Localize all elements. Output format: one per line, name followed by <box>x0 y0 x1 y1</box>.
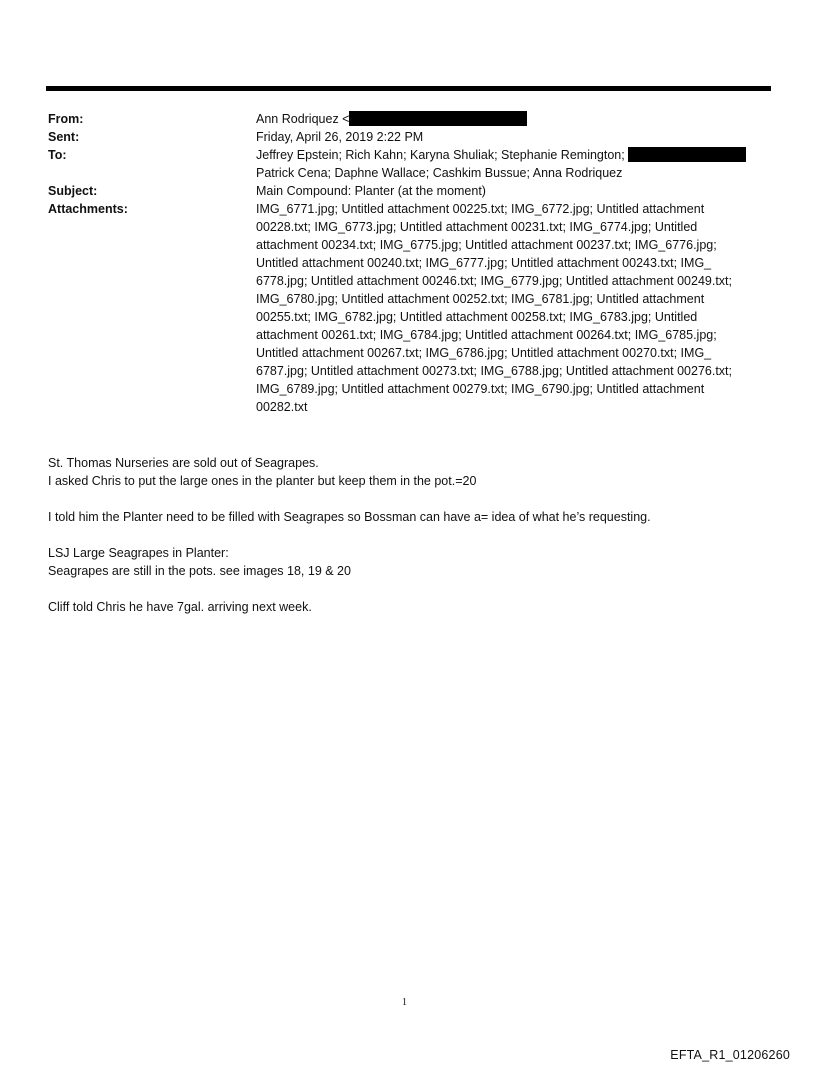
from-label: From: <box>48 112 84 126</box>
redaction-box <box>628 147 746 162</box>
body-line: Seagrapes are still in the pots. see images 18, 19 & 20 <box>48 564 351 578</box>
attachment-line: IMG_6789.jpg; Untitled attachment 00279.txt; IMG_6790.jpg; Untitled attachment <box>256 382 705 396</box>
attachment-line: attachment 00234.txt; IMG_6775.jpg; Untitled attachment 00237.txt; IMG_6776.jpg; <box>256 238 717 252</box>
to-label: To: <box>48 148 67 162</box>
from-value <box>256 110 772 128</box>
from-row <box>48 110 772 128</box>
to-recipients-2: Patrick Cena; Daphne Wallace; Cashkim Bussue; Anna Rodriquez <box>256 166 623 180</box>
attachments-value <box>256 200 772 416</box>
body-line: I asked Chris to put the large ones in the planter but keep them in the pot.=20 <box>48 474 477 488</box>
email-header <box>48 110 772 416</box>
from-name: Ann Rodriquez < <box>256 112 350 126</box>
to-value <box>256 146 772 182</box>
attachments-row <box>48 200 772 416</box>
attachment-line: IMG_6771.jpg; Untitled attachment 00225.txt; IMG_6772.jpg; Untitled attachment <box>256 202 705 216</box>
page-number: 1 <box>402 997 407 1008</box>
to-recipients-1: Jeffrey Epstein; Rich Kahn; Karyna Shuliak; Stephanie Remington; <box>256 148 625 162</box>
subject-label: Subject: <box>48 184 98 198</box>
redaction-box <box>349 111 527 126</box>
to-line <box>256 146 772 164</box>
attachment-line: 00255.txt; IMG_6782.jpg; Untitled attachment 00258.txt; IMG_6783.jpg; Untitled <box>256 310 698 324</box>
header-divider <box>46 86 771 91</box>
attachment-line: attachment 00261.txt; IMG_6784.jpg; Untitled attachment 00264.txt; IMG_6785.jpg; <box>256 328 717 342</box>
attachment-line: IMG_6780.jpg; Untitled attachment 00252.txt; IMG_6781.jpg; Untitled attachment <box>256 292 705 306</box>
attachment-line: 00282.txt <box>256 400 308 414</box>
body-line: I told him the Planter need to be filled with Seagrapes so Bossman can have a= idea of what he’s requesting. <box>48 510 651 524</box>
attachment-line: 6778.jpg; Untitled attachment 00246.txt; IMG_6779.jpg; Untitled attachment 00249.txt; <box>256 274 732 288</box>
attachment-line: 6787.jpg; Untitled attachment 00273.txt; IMG_6788.jpg; Untitled attachment 00276.txt; <box>256 364 732 378</box>
subject-row <box>48 182 772 200</box>
attachment-line: Untitled attachment 00240.txt; IMG_6777.jpg; Untitled attachment 00243.txt; IMG_ <box>256 256 712 270</box>
to-row <box>48 146 772 182</box>
attachments-label: Attachments: <box>48 202 128 216</box>
sent-value: Friday, April 26, 2019 2:22 PM <box>256 130 424 144</box>
body-line: LSJ Large Seagrapes in Planter: <box>48 546 229 560</box>
attachment-line: 00228.txt; IMG_6773.jpg; Untitled attachment 00231.txt; IMG_6774.jpg; Untitled <box>256 220 698 234</box>
subject-value: Main Compound: Planter (at the moment) <box>256 184 486 198</box>
attachment-line: Untitled attachment 00267.txt; IMG_6786.jpg; Untitled attachment 00270.txt; IMG_ <box>256 346 712 360</box>
body-line: St. Thomas Nurseries are sold out of Seagrapes. <box>48 456 319 470</box>
body-line: Cliff told Chris he have 7gal. arriving next week. <box>48 600 312 614</box>
sent-row <box>48 128 772 146</box>
email-body <box>48 454 768 616</box>
sent-label: Sent: <box>48 130 80 144</box>
document-id: EFTA_R1_01206260 <box>670 1048 790 1062</box>
